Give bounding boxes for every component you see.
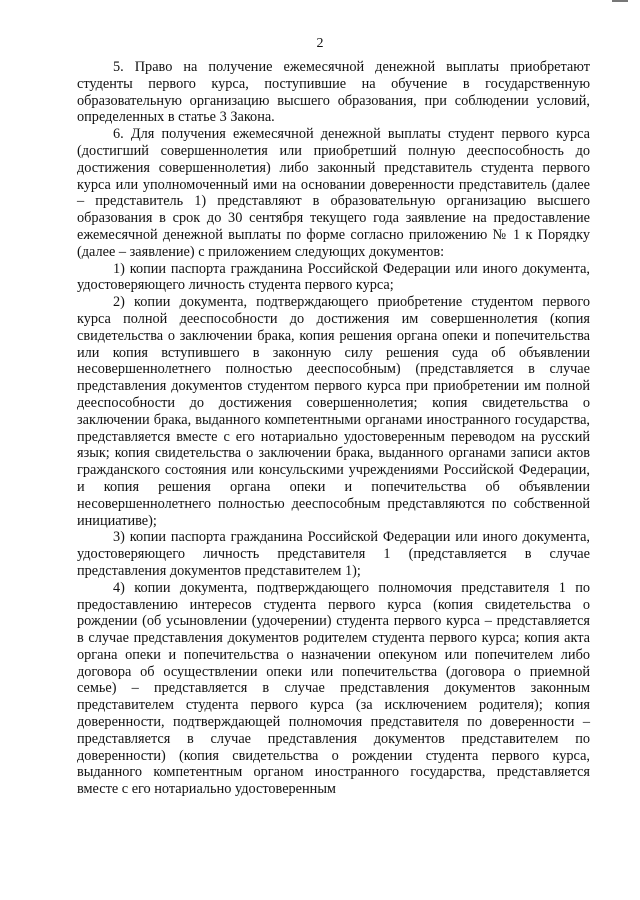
list-item-1: 1) копии паспорта гражданина Российской Федерации или иного документа, удостоверяющего личность студента первого курса;: [77, 260, 590, 294]
list-item-3: 3) копии паспорта гражданина Российской Федерации или иного документа, удостоверяющего личность представителя 1 (представляется в случае представления документов представителем 1);: [77, 529, 590, 579]
paragraph-6: 6. Для получения ежемесячной денежной выплаты студент первого курса (достигший совершеннолетия или приобретший полную дееспособность до достижения совершеннолетия) либо законный представитель студента первого курса или уполномоченный ими на основании доверенности представитель (далее – представитель 1) представляют в образовательную организацию высшего образования в срок до 30 сентября текущего года заявление на предоставление ежемесячной денежной выплаты по форме согласно приложению № 1 к Порядку (далее – заявление) с приложением следующих документов:: [77, 126, 590, 260]
scan-edge-mark: [612, 0, 628, 2]
document-body: [77, 59, 590, 798]
list-item-4: 4) копии документа, подтверждающего полномочия представителя 1 по предоставлению интересов студента первого курса (копия свидетельства о рождении (об усыновлении (удочерении) студента первого курса – представляется в случае представления документов родителем студента первого курса; копия акта органа опеки и попечительства о назначении опекуном или попечителем либо договора об осуществлении опеки или попечительства (договора о приемной семье) – представляется в случае представления документов законным представителем студента первого курса (за исключением родителя); копия доверенности, подтверждающей полномочия представителя по доверенности – представляется в случае представления документов представителем по доверенности) (копия свидетельства о рождении студента первого курса, выданного компетентным органом иностранного государства, представляется вместе с его нотариально удостоверенным: [77, 579, 590, 798]
list-item-2: 2) копии документа, подтверждающего приобретение студентом первого курса полной дееспособности до достижения им совершеннолетия (копия свидетельства о заключении брака, копия решения органа опеки и попечительства или копия вступившего в законную силу решения суда об объявлении несовершеннолетнего полностью дееспособным) (представляется в случае представления документов студентом первого курса при приобретении им полной дееспособности до достижения совершеннолетия; копия свидетельства о заключении брака, выданного компетентными органами иностранного государства, представляется вместе с его нотариально удостоверенным переводом на русский язык; копия свидетельства о заключении брака, выданного органами записи актов гражданского состояния или консульскими учреждениями Российской Федерации, и копия решения органа опеки и попечительства об объявлении несовершеннолетнего полностью дееспособным представляются по собственной инициативе);: [77, 294, 590, 529]
page-number: 2: [316, 36, 324, 51]
paragraph-5: 5. Право на получение ежемесячной денежной выплаты приобретают студенты первого курса, поступившие на обучение в государственную образовательную организацию высшего образования, при соблюдении условий, определенных в статье 3 Закона.: [77, 59, 590, 126]
